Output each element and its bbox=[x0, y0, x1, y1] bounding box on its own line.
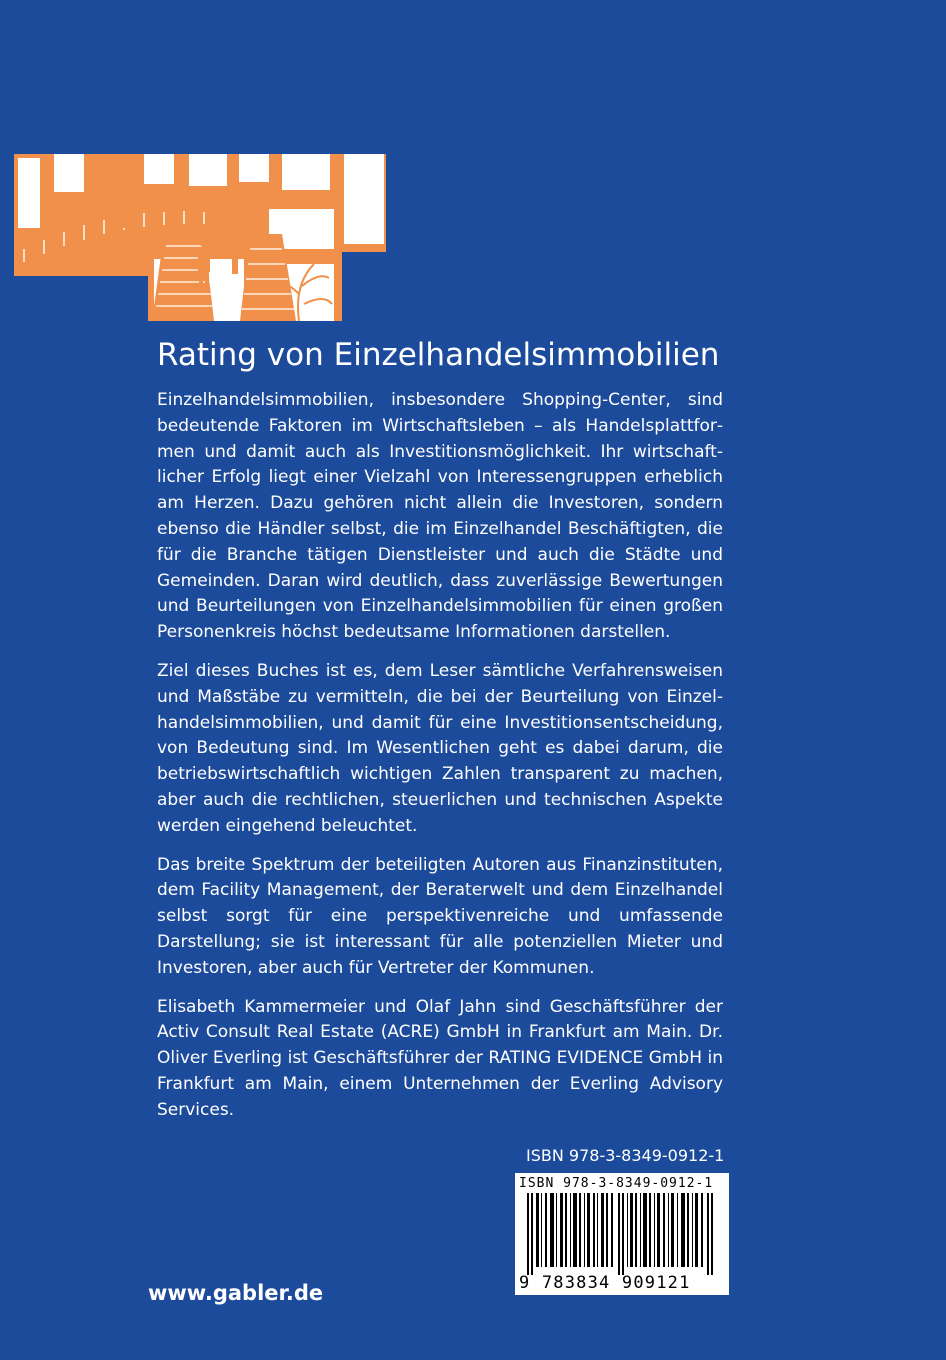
isbn-text: ISBN 978-3-8349-0912-1 bbox=[526, 1146, 725, 1165]
book-title: Rating von Einzelhandelsimmobilien bbox=[157, 337, 720, 373]
description-paragraph: Einzelhandelsimmobilien, insbesondere Shopping-Center, sind bedeutende Faktoren im Wirtschaftsleben – als Handelsplattformen und damit auch als Investitionsmöglichkeit. Ihr wirtschaftlicher Erfolg liegt einer Vielzahl von Interessengruppen erheblich am Herzen. Dazu gehören nicht allein die Investoren, sondern ebenso die Händler selbst, die im Einzelhandel Beschäftigten, die für die Branche tätigen Dienstleister und auch die Städte und Gemeinden. Daran wird deutlich, dass zuverlässige Bewertungen und Beurteilungen von Einzelhandelsimmobilien für einen großen Personenkreis höchst bedeutsame Informationen darstellen. bbox=[157, 390, 723, 643]
description-paragraph: Ziel dieses Buches ist es, dem Leser sämtliche Verfahrensweisen und Maßstäbe zu vermitteln, die bei der Beurteilung von Einzelhandelsimmobilien, und damit für eine Investitionsentscheidung, von Bedeutung sind. Im Wesentlichen geht es dabei darum, die betriebswirtschaftlich wichtigen Zahlen transparent zu machen, aber auch die rechtlichen, steuerlichen und technischen Aspekte werden eingehend beleuchtet. bbox=[157, 660, 723, 836]
back-cover-text bbox=[157, 336, 723, 1124]
barcode-digits: 9 783834 909121 bbox=[519, 1273, 691, 1293]
description-paragraph: Das breite Spektrum der beteiligten Autoren aus Finanzinstituten, dem Facility Management, der Beraterwelt und dem Einzelhandel selbst sorgt für eine perspektivenreiche und umfassende Darstellung; sie ist interessant für alle potenziellen Mieter und Investoren, aber auch für Vertreter der Kommunen. bbox=[157, 854, 723, 978]
cover-photo bbox=[14, 154, 386, 321]
barcode-isbn-label: ISBN 978-3-8349-0912-1 bbox=[519, 1176, 714, 1191]
publisher-website[interactable]: www.gabler.de bbox=[148, 1281, 324, 1305]
author-info-paragraph: Elisabeth Kammermeier und Olaf Jahn sind Geschäftsführer der Activ Consult Real Estate (ACRE) GmbH in Frankfurt am Main. Dr. Oliver Everling ist Geschäftsführer der RATING EVIDENCE GmbH in Frankfurt am Main, einem Unternehmen der Everling Advisory Services. bbox=[157, 996, 723, 1120]
shopping-center-illustration-icon bbox=[14, 154, 386, 321]
barcode-bars-icon bbox=[527, 1193, 717, 1275]
isbn-barcode bbox=[515, 1173, 729, 1295]
